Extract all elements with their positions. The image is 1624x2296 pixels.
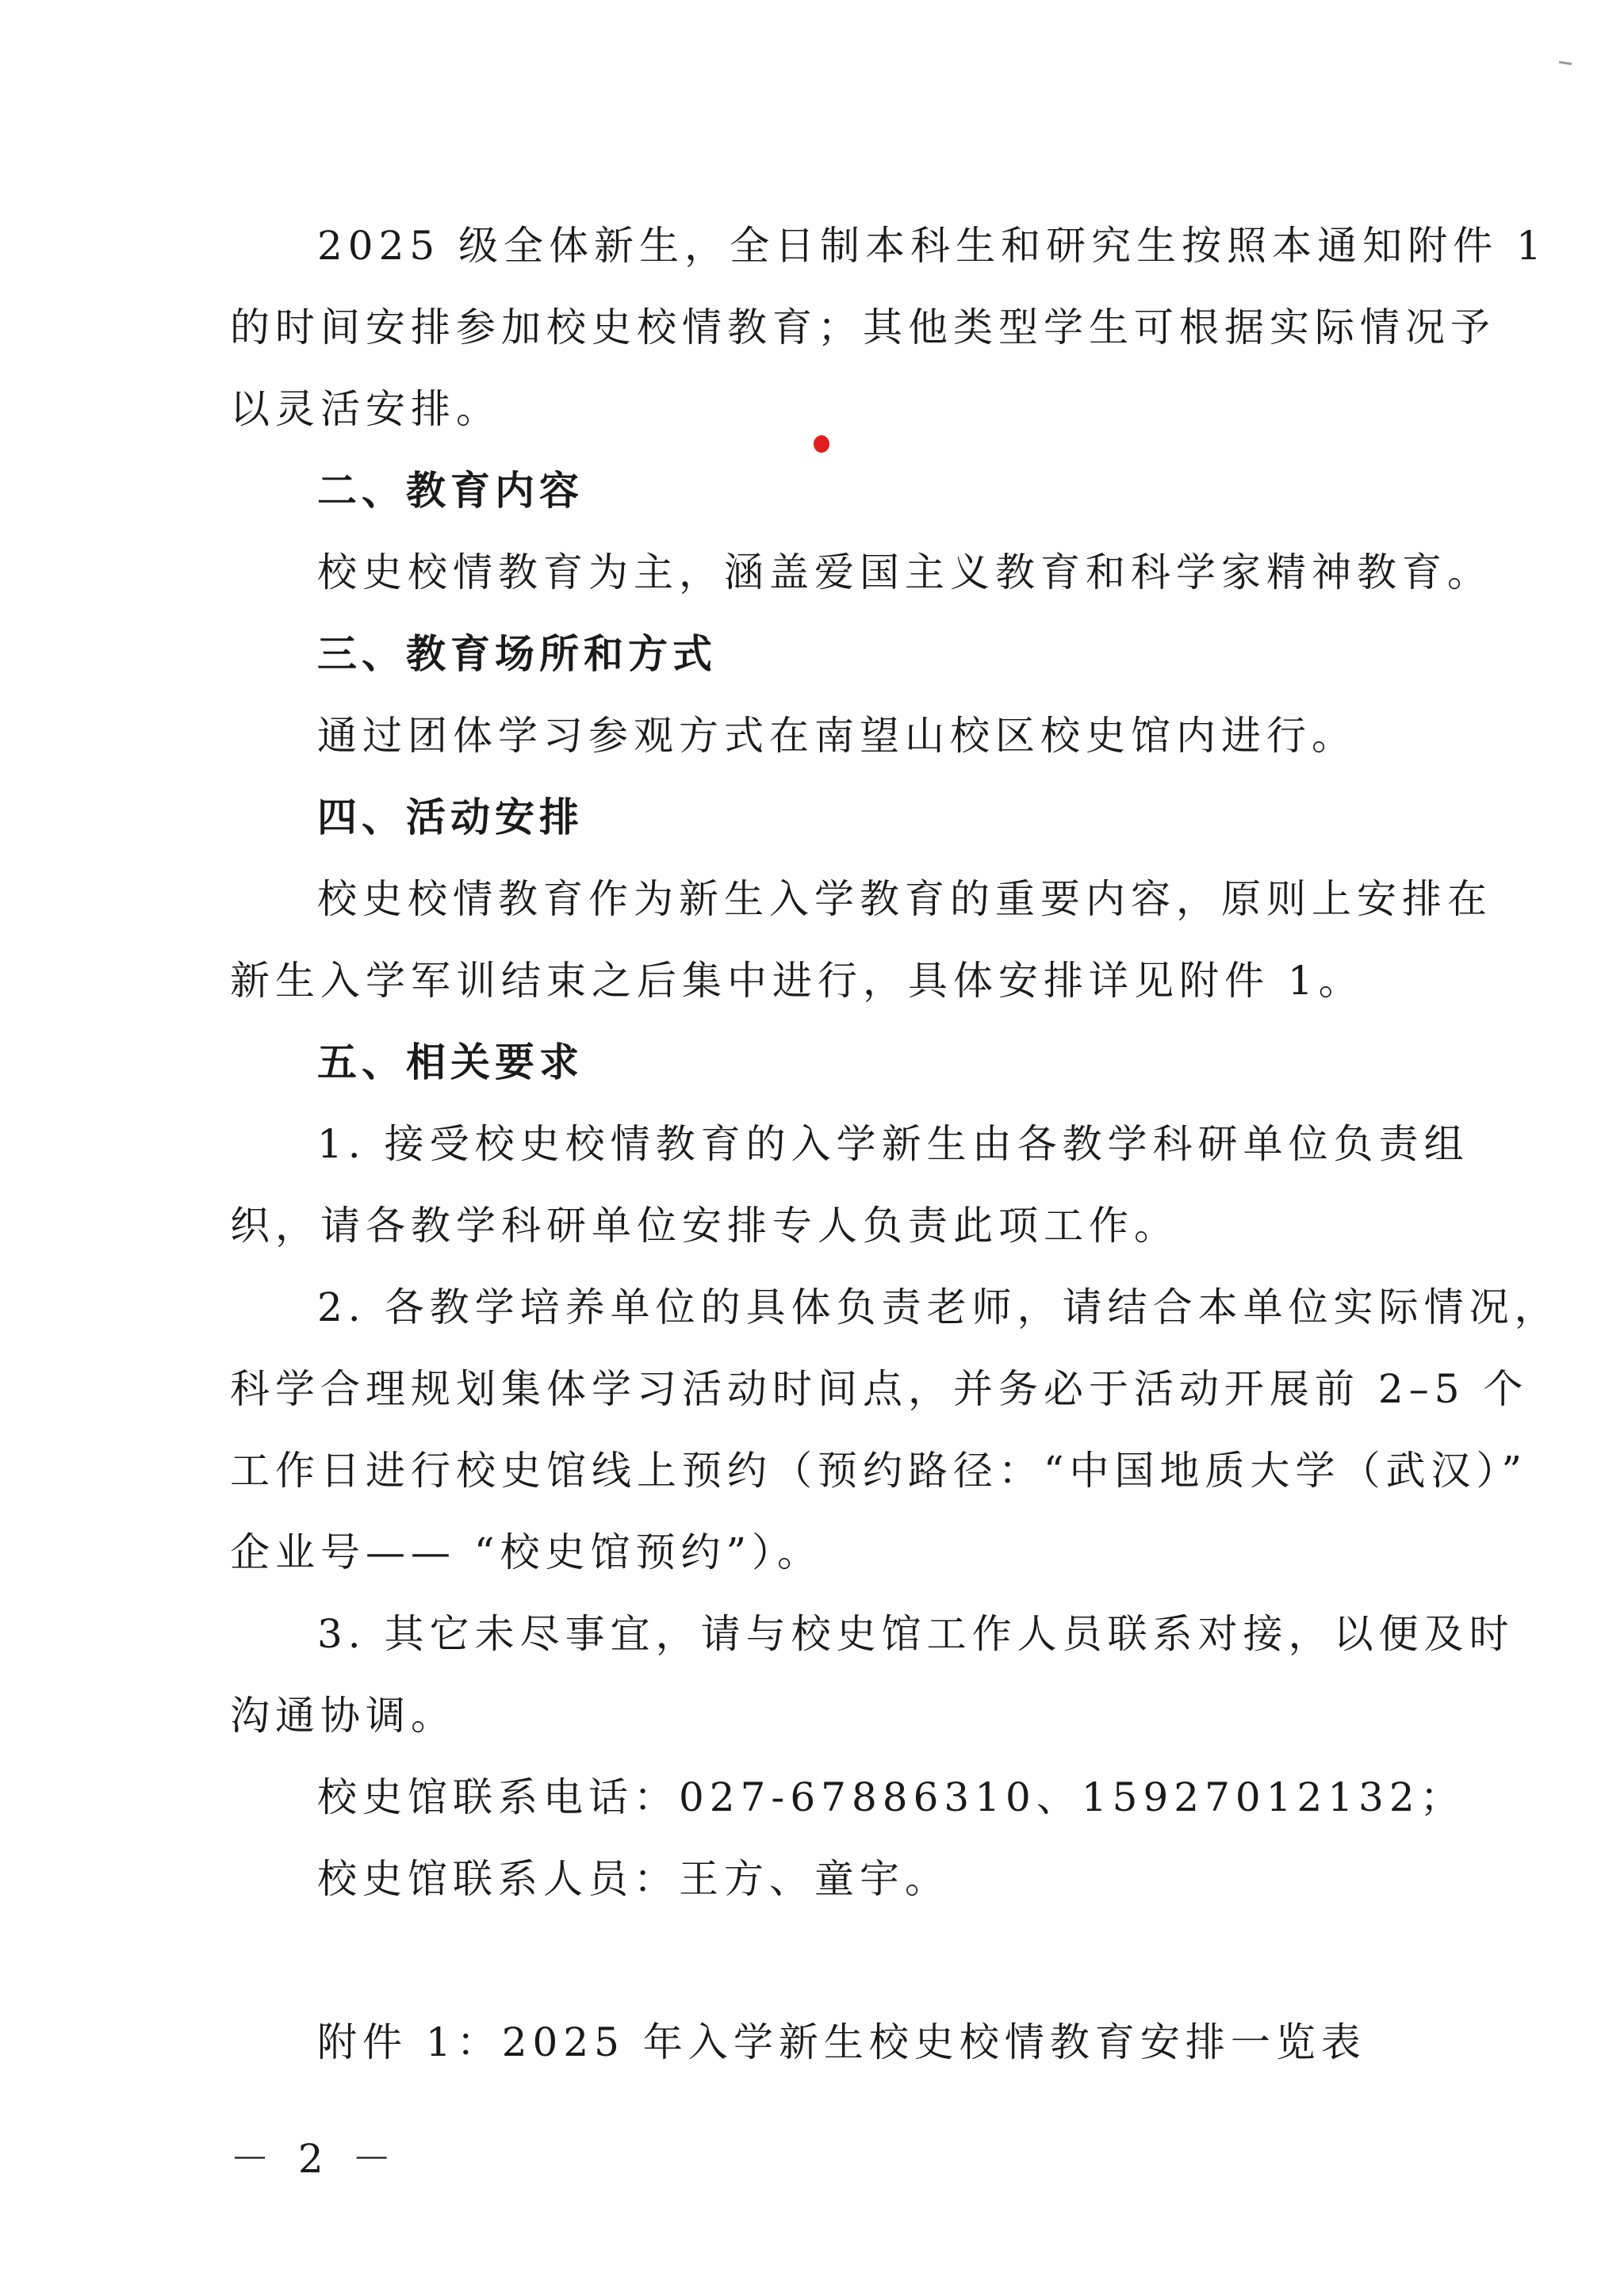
red-ink-dot [814, 435, 829, 453]
paragraph-intro-line-2: 的时间安排参加校史校情教育；其他类型学生可根据实际情况予 [230, 304, 1496, 350]
requirement-2-line-1: 2. 各教学培养单位的具体负责老师，请结合本单位实际情况， [317, 1284, 1560, 1330]
paragraph-intro-line-3: 以灵活安排。 [230, 386, 501, 432]
section-venue-line-1: 通过团体学习参观方式在南望山校区校史馆内进行。 [317, 713, 1357, 759]
requirement-3-line-1: 3. 其它未尽事宜，请与校史馆工作人员联系对接，以便及时 [317, 1611, 1515, 1657]
requirement-1-line-2: 织，请各教学科研单位安排专人负责此项工作。 [230, 1203, 1179, 1249]
section-schedule-line-2: 新生入学军训结束之后集中进行，具体安排详见附件 1。 [230, 958, 1364, 1004]
section-heading-schedule: 四、活动安排 [317, 794, 584, 840]
contact-people: 校史馆联系人员：王方、童宇。 [317, 1856, 950, 1902]
scan-mark [1559, 61, 1572, 65]
requirement-2-line-4: 企业号—— “校史馆预约”）。 [230, 1529, 823, 1575]
requirement-1-line-1: 1. 接受校史校情教育的入学新生由各教学科研单位负责组 [317, 1121, 1469, 1167]
section-heading-content: 二、教育内容 [317, 467, 584, 514]
section-schedule-line-1: 校史校情教育作为新生入学教育的重要内容，原则上安排在 [317, 876, 1492, 922]
attachment-label: 附件 1：2025 年入学新生校史校情教育安排一览表 [317, 2019, 1366, 2065]
requirement-2-line-2: 科学合理规划集体学习活动时间点，并务必于活动开展前 2–5 个 [230, 1366, 1529, 1412]
section-heading-venue: 三、教育场所和方式 [317, 630, 717, 677]
requirement-2-line-3: 工作日进行校史馆线上预约（预约路径：“中国地质大学（武汉）” [230, 1448, 1528, 1494]
contact-phone: 校史馆联系电话：027-67886310、15927012132； [317, 1774, 1465, 1820]
section-content-line-1: 校史校情教育为主，涵盖爱国主义教育和科学家精神教育。 [317, 549, 1492, 595]
section-heading-requirements: 五、相关要求 [317, 1039, 584, 1085]
page-number: － 2 － [230, 2136, 400, 2182]
requirement-3-line-2: 沟通协调。 [230, 1693, 456, 1739]
paragraph-intro-line-1: 2025 级全体新生，全日制本科生和研究生按照本通知附件 1 [317, 223, 1547, 269]
